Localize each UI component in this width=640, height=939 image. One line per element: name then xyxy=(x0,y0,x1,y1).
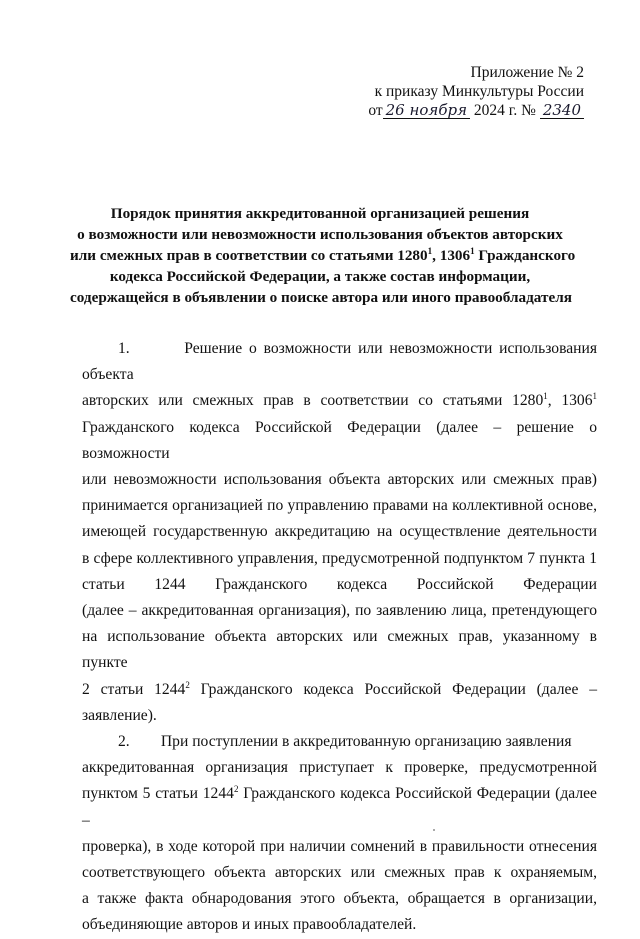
date-year: 2024 г. № xyxy=(473,102,536,119)
paragraph-number: 2. xyxy=(118,733,130,751)
p1-text: в сфере коллективного управления, предусмотренной подпунктом 7 пункта 1 xyxy=(82,549,597,567)
document-body xyxy=(82,336,597,939)
word: статьи xyxy=(82,575,125,593)
word: кодекса xyxy=(336,575,388,593)
p2-text: При поступлении в аккредитованную организацию заявления xyxy=(160,733,572,751)
title-line-4: кодекса Российской Федерации, а также состав информации, xyxy=(109,268,531,285)
title-line-3b: , 1306 xyxy=(432,247,471,264)
p1-text: принимается организацией по управлению правами на коллективной основе, xyxy=(82,497,597,515)
p1-text: или невозможности использования объекта авторских или смежных прав) xyxy=(82,471,597,489)
p1-text: имеющей государственную аккредитацию на осуществление деятельности xyxy=(82,523,597,541)
handwritten-order-number: 2340 xyxy=(540,103,584,119)
p1-line-9 xyxy=(82,598,597,624)
footnote-sup: 2 xyxy=(185,679,190,690)
p1-line-2 xyxy=(82,388,597,414)
annex-header xyxy=(368,63,584,120)
p1-line-1 xyxy=(82,336,597,388)
title-line-2: о возможности или невозможности использования объектов авторских xyxy=(77,226,563,243)
word: Гражданского xyxy=(215,575,308,593)
p2-line-6 xyxy=(82,886,597,912)
word: Федерации xyxy=(523,575,597,593)
footnote-sup: 1 xyxy=(470,245,475,256)
p1-text-a: авторских или смежных прав в соответствии со статьями 1280 xyxy=(82,392,544,410)
footnote-sup: 1 xyxy=(543,391,548,402)
p1-text xyxy=(82,677,597,703)
word: 1244 xyxy=(154,575,186,593)
scan-speck xyxy=(433,829,435,831)
p2-line-5 xyxy=(82,860,597,886)
paragraph-1 xyxy=(82,336,597,729)
annex-order-ref: к приказу Минкультуры России xyxy=(374,83,584,100)
p1-text: Гражданского кодекса Российской Федерации (далее – решение о возможности xyxy=(82,418,597,462)
p1-text-b: Гражданского кодекса Российской Федерации (далее – xyxy=(189,680,598,698)
p2-line-4 xyxy=(82,834,597,860)
word: Российской xyxy=(416,575,494,593)
p2-text-a: пунктом 5 статьи 1244 xyxy=(82,785,234,803)
footnote-sup: 1 xyxy=(592,391,598,402)
p1-text-a: 2 статьи 1244 xyxy=(82,680,186,698)
p2-text xyxy=(82,781,597,833)
p1-line-5 xyxy=(82,493,597,519)
p1-line-11 xyxy=(82,677,597,703)
title-line-3c: Гражданского xyxy=(474,247,576,264)
p1-line-6 xyxy=(82,519,597,545)
p2-line-3 xyxy=(82,781,597,833)
document-title xyxy=(70,203,576,308)
title-line-1: Порядок принятия аккредитованной организацией решения xyxy=(110,205,530,222)
p1-line-8 xyxy=(82,572,597,598)
footnote-sup: 2 xyxy=(233,784,239,795)
p2-line-2 xyxy=(82,755,597,781)
p1-text xyxy=(82,388,597,414)
p2-text-b: Гражданского кодекса Российской Федерации (далее – xyxy=(82,785,597,829)
title-line-3 xyxy=(70,245,576,266)
annex-date-line xyxy=(368,101,584,120)
p1-line-12: заявление). xyxy=(82,706,157,724)
handwritten-date: 26 ноября xyxy=(383,103,470,119)
p1-line-3 xyxy=(82,415,597,467)
footnote-sup: 1 xyxy=(427,245,433,256)
p2-text: соответствующего объекта авторских или смежных прав к охраняемым, xyxy=(82,864,597,882)
p2-text: а также факта обнародования этого объекта, обращается в организации, xyxy=(82,890,597,908)
p1-line-4 xyxy=(82,467,597,493)
p2-line-1 xyxy=(82,729,597,755)
date-prefix: от xyxy=(368,102,383,119)
paragraph-number: 1. xyxy=(118,340,130,357)
p1-line-7 xyxy=(82,546,597,572)
p1-text: Решение о возможности или невозможности использования объекта xyxy=(82,340,598,384)
p1-line-10 xyxy=(82,624,597,676)
p2-text: аккредитованная организация приступает к проверке, предусмотренной xyxy=(82,759,597,777)
p2-text: проверка), в ходе которой при наличии сомнений в правильности отнесения xyxy=(82,837,597,855)
paragraph-2 xyxy=(82,729,597,939)
p1-text: (далее – аккредитованная организация), по заявлению лица, претендующего xyxy=(82,602,597,620)
p2-line-7: объединяющие авторов и иных правообладателей. xyxy=(82,916,417,934)
annex-title: Приложение № 2 xyxy=(470,64,584,81)
title-line-3a: или смежных прав в соответствии со статьями 1280 xyxy=(70,247,428,264)
p1-text: на использование объекта авторских или смежных прав, указанному в пункте xyxy=(82,628,597,672)
title-line-5: содержащейся в объявлении о поиске автора или иного правообладателя xyxy=(70,289,572,306)
p1-text-b: , 1306 xyxy=(547,392,593,410)
